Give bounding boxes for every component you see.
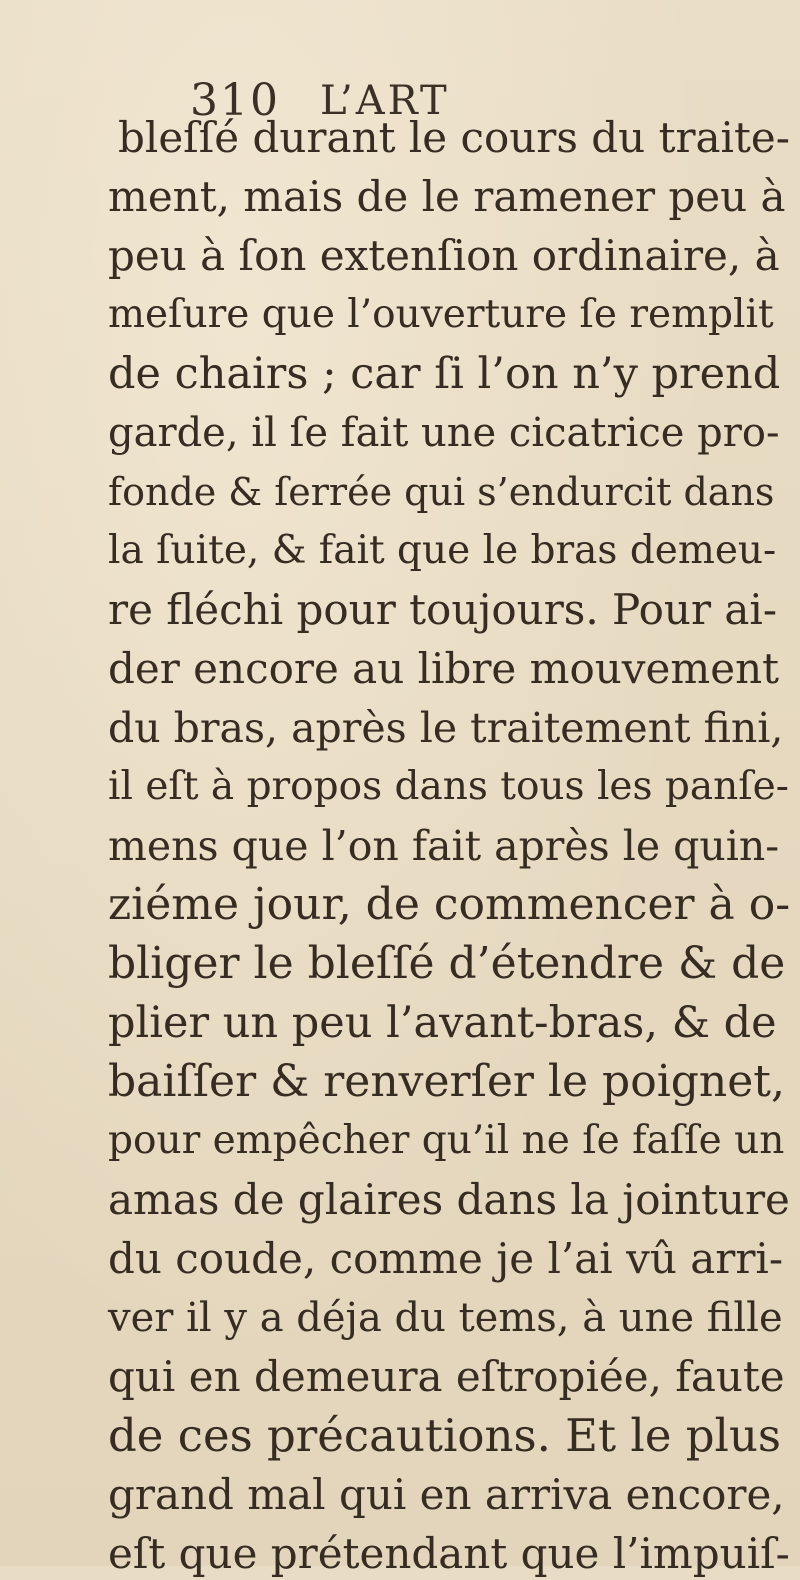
text-line-21: ver il y a déja du tems, à une fille (108, 1295, 783, 1341)
text-line-7: fonde & ſerrée qui s’endurcit dans (108, 470, 775, 514)
text-line-17: baiſſer & renverſer le poignet, (108, 1056, 785, 1107)
text-line-10: der encore au libre mouvement (108, 644, 779, 693)
text-line-5: de chairs ; car ſi l’on n’y prend (108, 349, 781, 399)
text-line-3: peu à ſon extenſion ordinaire, à (108, 231, 780, 280)
text-line-24: grand mal qui en arriva encore, (108, 1470, 785, 1519)
text-line-6: garde, il ſe fait une cicatrice pro- (108, 410, 780, 456)
text-line-22: qui en demeura eſtropiée, faute (108, 1352, 785, 1401)
text-line-2: ment, mais de le ramener peu à (108, 172, 786, 221)
text-line-18: pour empêcher qu’il ne ſe faſſe un (108, 1118, 785, 1163)
text-line-23: de ces précautions. Et le plus (108, 1409, 782, 1462)
text-line-13: mens que l’on fait après le quin- (108, 822, 780, 870)
text-line-11: du bras, après le traitement fini, (108, 704, 784, 752)
text-line-8: la ſuite, & fait que le bras demeu- (108, 528, 777, 573)
text-line-19: amas de glaires dans la jointure (108, 1175, 790, 1224)
text-line-16: plier un peu l’avant-bras, & de (108, 998, 777, 1048)
text-line-25: eſt que prétendant que l’impuiſ- (108, 1529, 790, 1578)
page-number: 310 (190, 75, 280, 126)
text-line-4: meſure que l’ouverture ſe remplit (108, 292, 774, 337)
text-line-1: bleſſé durant le cours du traite- (118, 113, 790, 162)
text-line-20: du coude, comme je l’ai vû arri- (108, 1234, 784, 1283)
text-line-9: re fléchi pour toujours. Pour ai- (108, 585, 778, 634)
text-line-15: bliger le bleſſé d’étendre & de (108, 938, 786, 989)
text-line-14: ziéme jour, de commencer à o- (108, 879, 791, 930)
running-title: L’ART (320, 78, 450, 124)
text-line-12: il eſt à propos dans tous les panſe- (108, 764, 789, 809)
